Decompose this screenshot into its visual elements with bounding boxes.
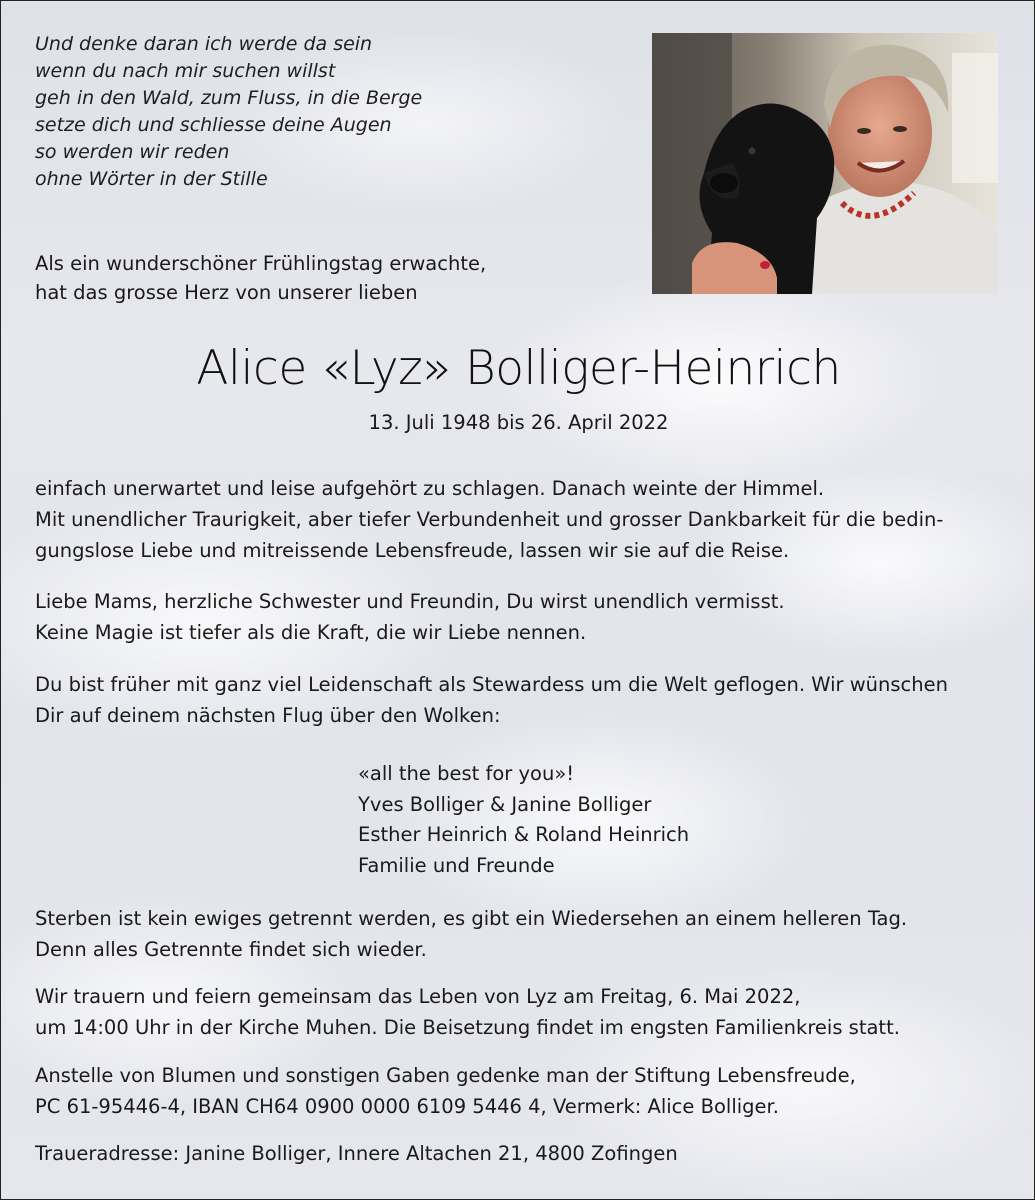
text-line: um 14:00 Uhr in der Kirche Muhen. Die Beisetzung findet im engsten Familienkreis statt. bbox=[35, 1016, 900, 1039]
paragraph-ceremony bbox=[35, 981, 900, 1043]
poem bbox=[35, 31, 422, 193]
text-line: Mit unendlicher Traurigkeit, aber tiefer Verbundenheit und grosser Dankbarkeit für die bedin- bbox=[35, 508, 944, 531]
text-line: Keine Magie ist tiefer als die Kraft, die wir Liebe nennen. bbox=[35, 621, 587, 644]
paragraph-farewell bbox=[35, 586, 785, 648]
mourners-list bbox=[358, 759, 689, 881]
intro-line: Als ein wunderschöner Frühlingstag erwachte, bbox=[35, 252, 487, 275]
poem-line: so werden wir reden bbox=[35, 141, 230, 163]
paragraph-reunion bbox=[35, 903, 907, 965]
poem-line: ohne Wörter in der Stille bbox=[35, 168, 268, 190]
intro-text bbox=[35, 249, 486, 307]
text-line: gungslose Liebe und mitreissende Lebensfreude, lassen wir sie auf die Reise. bbox=[35, 539, 790, 562]
text-line: PC 61-95446-4, IBAN CH64 0900 0000 6109 5446 4, Vermerk: Alice Bolliger. bbox=[35, 1095, 779, 1118]
intro-line: hat das grosse Herz von unserer lieben bbox=[35, 281, 418, 304]
poem-line: geh in den Wald, zum Fluss, in die Berge bbox=[35, 87, 423, 109]
text-line: Denn alles Getrennte findet sich wieder. bbox=[35, 938, 427, 961]
portrait-photo bbox=[652, 33, 998, 294]
poem-line: wenn du nach mir suchen willst bbox=[35, 60, 336, 82]
mourner-line: Familie und Freunde bbox=[358, 853, 555, 877]
mourner-line: Esther Heinrich & Roland Heinrich bbox=[358, 823, 690, 846]
portrait-photo-image bbox=[652, 33, 998, 294]
paragraph-announcement bbox=[35, 473, 943, 566]
poem-line: setze dich und schliesse deine Augen bbox=[35, 114, 392, 136]
text-line: Wir trauern und feiern gemeinsam das Leben von Lyz am Freitag, 6. Mai 2022, bbox=[35, 985, 801, 1008]
mourner-line: «all the best for you»! bbox=[358, 762, 575, 785]
text-line: Sterben ist kein ewiges getrennt werden, es gibt ein Wiedersehen an einem helleren Tag. bbox=[35, 907, 908, 930]
paragraph-stewardess bbox=[35, 669, 948, 731]
text-line: Liebe Mams, herzliche Schwester und Freundin, Du wirst unendlich vermisst. bbox=[35, 590, 785, 613]
text-line: Anstelle von Blumen und sonstigen Gaben gedenke man der Stiftung Lebensfreude, bbox=[35, 1064, 856, 1087]
text-line: Du bist früher mit ganz viel Leidenschaft als Stewardess um die Welt geflogen. Wir wünschen bbox=[35, 673, 948, 696]
paragraph-donation bbox=[35, 1060, 856, 1122]
poem-line: Und denke daran ich werde da sein bbox=[35, 33, 373, 55]
paragraph-address bbox=[35, 1138, 678, 1169]
text-line: einfach unerwartet und leise aufgehört zu schlagen. Danach weinte der Himmel. bbox=[35, 477, 825, 500]
text-line: Traueradresse: Janine Bolliger, Innere Altachen 21, 4800 Zofingen bbox=[35, 1142, 678, 1165]
text-line: Dir auf deinem nächsten Flug über den Wolken: bbox=[35, 704, 501, 727]
deceased-name: Alice «Lyz» Bolliger-Heinrich bbox=[196, 341, 841, 396]
life-dates: 13. Juli 1948 bis 26. April 2022 bbox=[368, 411, 669, 434]
mourner-line: Yves Bolliger & Janine Bolliger bbox=[358, 792, 652, 816]
